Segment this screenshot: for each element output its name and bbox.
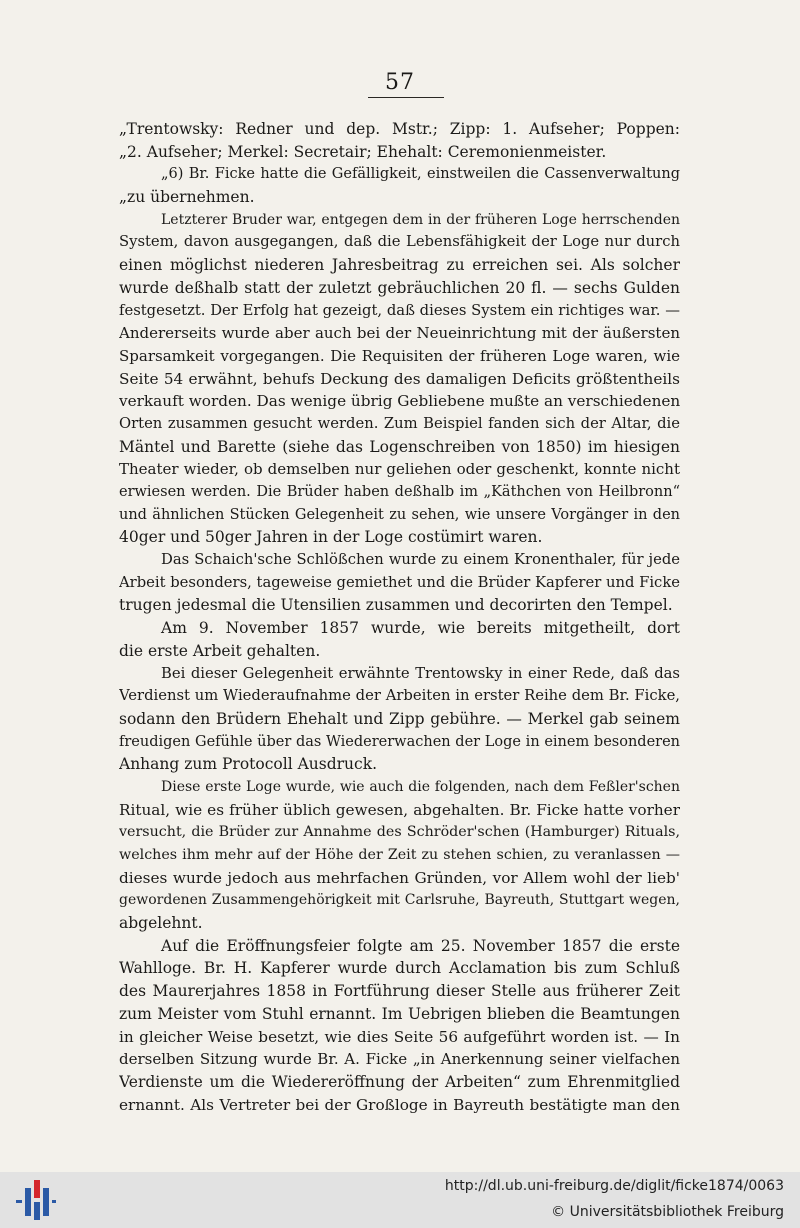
copyright-notice: © Universitätsbibliothek Freiburg [551, 1204, 784, 1220]
text-line: Ritual, wie es früher üblich gewesen, abgehalten. Br. Ficke hatte vorher [119, 800, 680, 819]
text-line: Letzterer Bruder war, entgegen dem in der früheren Loge herrschenden [161, 211, 680, 228]
text-line: und ähnlichen Stücken Gelegenheit zu sehen, wie unsere Vorgänger in den [119, 506, 680, 523]
text-line: Verdienst um Wiederaufnahme der Arbeiten in erster Reihe dem Br. Ficke, [119, 687, 680, 705]
text-line: ernannt. Als Vertreter bei der Großloge in Bayreuth bestätigte man den [119, 1095, 680, 1114]
text-line: Seite 54 erwähnt, behufs Deckung des damaligen Deficits größtentheils [119, 369, 680, 388]
text-line: trugen jedesmal die Utensilien zusammen und decorirten den Tempel. [119, 596, 673, 615]
text-line: Orten zusammen gesucht werden. Zum Beispiel fanden sich der Altar, die [119, 414, 680, 432]
text-line: versucht, die Brüder zur Annahme des Schröder'schen (Hamburger) Rituals, [119, 824, 680, 841]
text-line: dieses wurde jedoch aus mehrfachen Gründen, vor Allem wohl der lieb' [119, 868, 680, 887]
text-line: erwiesen werden. Die Brüder haben deßhalb im „Käthchen von Heilbronn“ [119, 484, 680, 500]
text-line: Diese erste Loge wurde, wie auch die folgenden, nach dem Feßler'schen [161, 778, 680, 795]
text-line: Das Schaich'sche Schlößchen wurde zu einem Kronenthaler, für jede [161, 551, 680, 569]
text-line: 40ger und 50ger Jahren in der Loge costümirt waren. [119, 528, 543, 547]
text-line: System, davon ausgegangen, daß die Lebensfähigkeit der Loge nur durch [119, 233, 680, 251]
text-line: „Trentowsky: Redner und dep. Mstr.; Zipp: 1. Aufseher; Poppen: [119, 120, 680, 138]
text-line: sodann den Brüdern Ehehalt und Zipp gebühre. — Merkel gab seinem [119, 709, 680, 728]
text-line: festgesetzt. Der Erfolg hat gezeigt, daß dieses System ein richtiges war. — [119, 301, 680, 319]
text-line: Anhang zum Protocoll Ausdruck. [119, 755, 378, 774]
page-number-rule [368, 97, 444, 98]
text-line: Am 9. November 1857 wurde, wie bereits mitgetheilt, dort [161, 619, 680, 638]
text-line: Auf die Eröffnungsfeier folgte am 25. November 1857 die erste [161, 936, 680, 955]
text-line: Mäntel und Barette (siehe das Logenschreiben von 1850) im hiesigen [119, 437, 680, 456]
text-line: des Maurerjahres 1858 in Fortführung dieser Stelle aus früherer Zeit [119, 982, 680, 1001]
library-logo-icon [16, 1178, 56, 1222]
text-line: Arbeit besonders, tageweise gemiethet und die Brüder Kapferer und Ficke [119, 573, 680, 591]
text-line: Theater wieder, ob demselben nur geliehen oder geschenkt, konnte nicht [119, 460, 680, 479]
viewer-footer [0, 1172, 800, 1228]
page-number: 57 [385, 70, 415, 95]
text-line: einen möglichst niederen Jahresbeitrag zu erreichen sei. Als solcher [119, 256, 680, 275]
text-line: Bei dieser Gelegenheit erwähnte Trentowsky in einer Rede, daß das [161, 664, 680, 682]
text-line: verkauft worden. Das wenige übrig Gebliebene mußte an verschiedenen [119, 392, 680, 411]
text-line: Wahlloge. Br. H. Kapferer wurde durch Acclamation bis zum Schluß [119, 959, 680, 978]
body-text [119, 118, 680, 1116]
text-line: zum Meister vom Stuhl ernannt. Im Uebrigen blieben die Beamtungen [119, 1004, 680, 1023]
source-url-link[interactable]: http://dl.ub.uni-freiburg.de/diglit/ficke1874/0063 [444, 1178, 784, 1194]
text-line: „2. Aufseher; Merkel: Secretair; Ehehalt: Ceremonienmeister. [119, 142, 607, 161]
text-line: die erste Arbeit gehalten. [119, 641, 321, 660]
text-line: wurde deßhalb statt der zuletzt gebräuchlichen 20 fl. — sechs Gulden [119, 278, 680, 297]
text-line: in gleicher Weise besetzt, wie dies Seite 56 aufgeführt worden ist. — In [119, 1027, 680, 1046]
text-line: Verdienste um die Wiedereröffnung der Arbeiten“ zum Ehrenmitglied [119, 1072, 680, 1091]
text-line: freudigen Gefühle über das Wiedererwachen der Loge in einem besonderen [119, 733, 680, 750]
text-line: derselben Sitzung wurde Br. A. Ficke „in Anerkennung seiner vielfachen [119, 1050, 680, 1069]
text-line: Andererseits wurde aber auch bei der Neueinrichtung mit der äußersten [119, 324, 680, 343]
text-line: welches ihm mehr auf der Höhe der Zeit zu stehen schien, zu veranlassen — [119, 847, 680, 863]
text-line: Sparsamkeit vorgegangen. Die Requisiten der früheren Loge waren, wie [119, 346, 680, 365]
text-line: „6) Br. Ficke hatte die Gefälligkeit, einstweilen die Cassenverwaltung [161, 166, 680, 183]
text-line: abgelehnt. [119, 914, 203, 933]
text-line: „zu übernehmen. [119, 188, 255, 207]
text-line: gewordenen Zusammengehörigkeit mit Carlsruhe, Bayreuth, Stuttgart wegen, [119, 892, 680, 909]
